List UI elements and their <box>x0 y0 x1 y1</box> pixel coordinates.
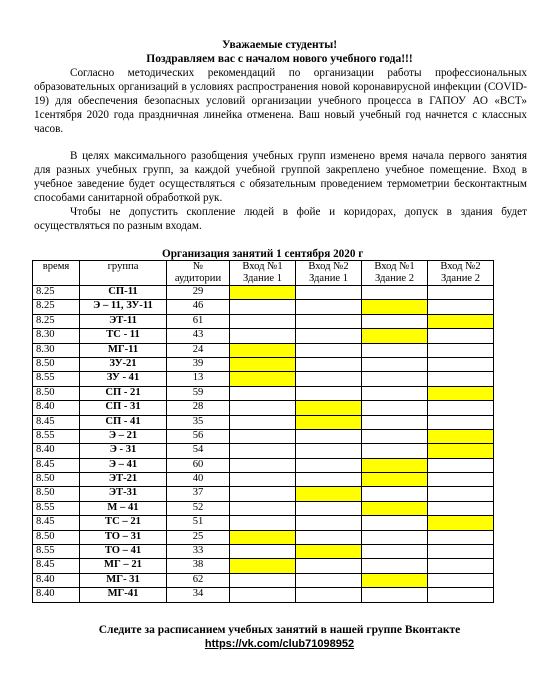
header-entrance-4-line1: Вход №2 <box>440 261 481 272</box>
cell-entrance-2 <box>296 473 362 487</box>
cell-entrance-2 <box>296 559 362 573</box>
header-entrance-3-line1: Вход №1 <box>374 261 415 272</box>
cell-time: 8.55 <box>33 372 80 386</box>
table-row <box>33 343 494 357</box>
cell-room: 38 <box>167 559 230 573</box>
cell-entrance-2 <box>296 545 362 559</box>
cell-entrance-4 <box>428 372 494 386</box>
cell-entrance-2 <box>296 573 362 587</box>
header-entrance-1-line2: Здание 1 <box>242 273 283 284</box>
cell-time: 8.50 <box>33 487 80 501</box>
cell-entrance-3 <box>362 458 428 472</box>
cell-entrance-3 <box>362 357 428 371</box>
cell-group: Э – 41 <box>80 458 167 472</box>
cell-entrance-2 <box>296 329 362 343</box>
cell-entrance-2 <box>296 530 362 544</box>
cell-time: 8.55 <box>33 429 80 443</box>
cell-entrance-4 <box>428 357 494 371</box>
cell-entrance-1 <box>230 573 296 587</box>
cell-room: 37 <box>167 487 230 501</box>
cell-group: МГ- 31 <box>80 573 167 587</box>
cell-entrance-1 <box>230 429 296 443</box>
table-row <box>33 516 494 530</box>
cell-entrance-3 <box>362 588 428 602</box>
cell-group: ЭТ-11 <box>80 314 167 328</box>
schedule-body <box>33 286 494 603</box>
cell-time: 8.50 <box>33 530 80 544</box>
cell-room: 28 <box>167 401 230 415</box>
cell-group: ЗУ-21 <box>80 357 167 371</box>
cell-time: 8.55 <box>33 545 80 559</box>
cell-entrance-1 <box>230 530 296 544</box>
table-row <box>33 286 494 300</box>
cell-time: 8.40 <box>33 588 80 602</box>
header-entrance-4 <box>428 261 494 286</box>
header-entrance-2-line1: Вход №2 <box>308 261 349 272</box>
separation-paragraph: В целях максимального разобщения учебных групп изменено время начала первого занятия для разных учебных групп, за каждой учебной группой закреплено учебное помещение. Вход в учебное заведение будет осуществляться с обязательным проведением термометрии бесконтактным способами санитарной обработкой рук. <box>34 150 527 204</box>
table-header-row <box>33 261 494 286</box>
cell-room: 54 <box>167 444 230 458</box>
table-row <box>33 573 494 587</box>
cell-group: М – 41 <box>80 501 167 515</box>
greeting-heading: Уважаемые студенты! <box>221 39 338 51</box>
cell-entrance-2 <box>296 588 362 602</box>
table-row <box>33 372 494 386</box>
header-entrance-1 <box>230 261 296 286</box>
cell-entrance-1 <box>230 286 296 300</box>
cell-room: 52 <box>167 501 230 515</box>
cell-entrance-4 <box>428 458 494 472</box>
header-room <box>167 261 230 286</box>
cell-entrance-4 <box>428 386 494 400</box>
cell-room: 39 <box>167 357 230 371</box>
cell-entrance-3 <box>362 444 428 458</box>
cell-entrance-4 <box>428 343 494 357</box>
cell-entrance-3 <box>362 545 428 559</box>
cell-entrance-2 <box>296 314 362 328</box>
cell-entrance-2 <box>296 444 362 458</box>
cell-entrance-4 <box>428 314 494 328</box>
cell-entrance-4 <box>428 588 494 602</box>
cell-entrance-4 <box>428 501 494 515</box>
cell-entrance-3 <box>362 530 428 544</box>
cell-entrance-3 <box>362 286 428 300</box>
cell-time: 8.30 <box>33 329 80 343</box>
cell-entrance-2 <box>296 386 362 400</box>
cell-group: ТО – 31 <box>80 530 167 544</box>
cell-entrance-1 <box>230 372 296 386</box>
cell-entrance-4 <box>428 516 494 530</box>
entrance-paragraph: Чтобы не допустить скопление людей в фойе и коридорах, допуск в здания будет осуществляться по разным входам. <box>34 206 527 232</box>
cell-group: Э – 21 <box>80 429 167 443</box>
cell-entrance-3 <box>362 386 428 400</box>
cell-group: ЭТ-21 <box>80 473 167 487</box>
cell-time: 8.45 <box>33 415 80 429</box>
table-row <box>33 530 494 544</box>
cell-entrance-4 <box>428 429 494 443</box>
cell-entrance-4 <box>428 300 494 314</box>
cell-room: 25 <box>167 530 230 544</box>
table-row <box>33 545 494 559</box>
cell-entrance-1 <box>230 559 296 573</box>
cell-entrance-3 <box>362 300 428 314</box>
cell-entrance-1 <box>230 487 296 501</box>
cell-entrance-3 <box>362 372 428 386</box>
cell-entrance-3 <box>362 559 428 573</box>
cell-entrance-1 <box>230 329 296 343</box>
cell-entrance-4 <box>428 401 494 415</box>
cell-group: СП-11 <box>80 286 167 300</box>
congratulation-heading: Поздравляем вас с началом нового учебного года!!! <box>146 53 413 65</box>
cell-entrance-3 <box>362 429 428 443</box>
cell-time: 8.25 <box>33 300 80 314</box>
cell-time: 8.55 <box>33 501 80 515</box>
header-entrance-1-line1: Вход №1 <box>242 261 283 272</box>
cell-group: ТО – 41 <box>80 545 167 559</box>
cell-room: 13 <box>167 372 230 386</box>
cell-room: 29 <box>167 286 230 300</box>
cell-entrance-3 <box>362 329 428 343</box>
cell-time: 8.50 <box>33 357 80 371</box>
cell-time: 8.45 <box>33 458 80 472</box>
cell-time: 8.50 <box>33 473 80 487</box>
table-row <box>33 473 494 487</box>
cell-group: ЭТ-31 <box>80 487 167 501</box>
cell-entrance-2 <box>296 300 362 314</box>
cell-entrance-2 <box>296 343 362 357</box>
table-row <box>33 300 494 314</box>
cell-entrance-4 <box>428 530 494 544</box>
cell-entrance-1 <box>230 516 296 530</box>
vk-group-link[interactable]: https://vk.com/club71098952 <box>204 638 355 650</box>
footer-text: Следите за расписанием учебных занятий в нашей группе Вконтакте <box>98 624 461 636</box>
cell-time: 8.40 <box>33 573 80 587</box>
intro-paragraph: Согласно методических рекомендаций по организации работы профессиональных образовательных организаций в условиях распространения новой коронавирусной инфекции (COVID-19) для обеспечения безопасных условий организации учебного процесса в ГАПОУ АО «ВСТ» 1сентября 2020 года праздничная линейка отменена. Ваш новый учебный год начнется с классных часов. <box>34 67 527 135</box>
header-entrance-2-line2: Здание 1 <box>308 273 349 284</box>
header-time: время <box>33 261 80 286</box>
cell-entrance-3 <box>362 314 428 328</box>
cell-entrance-2 <box>296 415 362 429</box>
table-row <box>33 458 494 472</box>
cell-room: 40 <box>167 473 230 487</box>
cell-group: ТС - 11 <box>80 329 167 343</box>
cell-entrance-1 <box>230 357 296 371</box>
cell-room: 51 <box>167 516 230 530</box>
cell-entrance-3 <box>362 415 428 429</box>
cell-group: ТС – 21 <box>80 516 167 530</box>
schedule-table <box>32 260 494 603</box>
cell-entrance-3 <box>362 516 428 530</box>
table-row <box>33 314 494 328</box>
cell-entrance-2 <box>296 429 362 443</box>
cell-entrance-2 <box>296 401 362 415</box>
cell-group: СП - 21 <box>80 386 167 400</box>
cell-room: 59 <box>167 386 230 400</box>
cell-room: 46 <box>167 300 230 314</box>
cell-entrance-3 <box>362 573 428 587</box>
table-row <box>33 401 494 415</box>
cell-time: 8.30 <box>33 343 80 357</box>
cell-entrance-3 <box>362 473 428 487</box>
cell-entrance-1 <box>230 444 296 458</box>
header-room-line2: аудитории <box>174 273 222 284</box>
cell-group: ЗУ - 41 <box>80 372 167 386</box>
cell-entrance-4 <box>428 329 494 343</box>
cell-time: 8.40 <box>33 401 80 415</box>
table-row <box>33 329 494 343</box>
cell-entrance-4 <box>428 573 494 587</box>
cell-group: МГ – 21 <box>80 559 167 573</box>
table-row <box>33 501 494 515</box>
cell-entrance-4 <box>428 559 494 573</box>
cell-entrance-1 <box>230 300 296 314</box>
cell-entrance-2 <box>296 487 362 501</box>
cell-time: 8.25 <box>33 286 80 300</box>
header-entrance-3-line2: Здание 2 <box>374 273 415 284</box>
cell-group: МГ-41 <box>80 588 167 602</box>
cell-entrance-4 <box>428 286 494 300</box>
cell-room: 60 <box>167 458 230 472</box>
table-row <box>33 487 494 501</box>
table-row <box>33 559 494 573</box>
cell-entrance-4 <box>428 444 494 458</box>
cell-room: 62 <box>167 573 230 587</box>
cell-entrance-2 <box>296 372 362 386</box>
table-row <box>33 357 494 371</box>
cell-entrance-3 <box>362 401 428 415</box>
cell-entrance-1 <box>230 314 296 328</box>
cell-entrance-4 <box>428 473 494 487</box>
table-row <box>33 588 494 602</box>
cell-time: 8.50 <box>33 386 80 400</box>
cell-entrance-1 <box>230 386 296 400</box>
header-room-line1: № <box>192 261 204 272</box>
cell-entrance-4 <box>428 415 494 429</box>
cell-time: 8.45 <box>33 559 80 573</box>
cell-entrance-1 <box>230 501 296 515</box>
cell-entrance-3 <box>362 501 428 515</box>
cell-group: СП - 41 <box>80 415 167 429</box>
cell-entrance-3 <box>362 343 428 357</box>
cell-entrance-1 <box>230 545 296 559</box>
cell-room: 61 <box>167 314 230 328</box>
cell-entrance-1 <box>230 415 296 429</box>
cell-entrance-2 <box>296 516 362 530</box>
header-entrance-2 <box>296 261 362 286</box>
table-row <box>33 429 494 443</box>
cell-time: 8.25 <box>33 314 80 328</box>
header-entrance-4-line2: Здание 2 <box>440 273 481 284</box>
cell-entrance-2 <box>296 458 362 472</box>
cell-entrance-2 <box>296 357 362 371</box>
cell-room: 33 <box>167 545 230 559</box>
cell-room: 34 <box>167 588 230 602</box>
header-entrance-3 <box>362 261 428 286</box>
cell-group: Э – 11, ЗУ-11 <box>80 300 167 314</box>
cell-entrance-3 <box>362 487 428 501</box>
cell-entrance-1 <box>230 458 296 472</box>
cell-room: 56 <box>167 429 230 443</box>
header-group: группа <box>80 261 167 286</box>
cell-entrance-1 <box>230 343 296 357</box>
cell-time: 8.45 <box>33 516 80 530</box>
cell-entrance-4 <box>428 545 494 559</box>
cell-entrance-4 <box>428 487 494 501</box>
cell-time: 8.40 <box>33 444 80 458</box>
table-title: Организация занятий 1 сентября 2020 г <box>162 248 364 260</box>
table-row <box>33 444 494 458</box>
table-row <box>33 415 494 429</box>
cell-entrance-1 <box>230 588 296 602</box>
cell-group: СП - 31 <box>80 401 167 415</box>
cell-entrance-1 <box>230 473 296 487</box>
cell-room: 35 <box>167 415 230 429</box>
cell-entrance-2 <box>296 501 362 515</box>
table-row <box>33 386 494 400</box>
cell-group: Э - 31 <box>80 444 167 458</box>
cell-entrance-2 <box>296 286 362 300</box>
cell-entrance-1 <box>230 401 296 415</box>
cell-group: МГ-11 <box>80 343 167 357</box>
cell-room: 24 <box>167 343 230 357</box>
cell-room: 43 <box>167 329 230 343</box>
